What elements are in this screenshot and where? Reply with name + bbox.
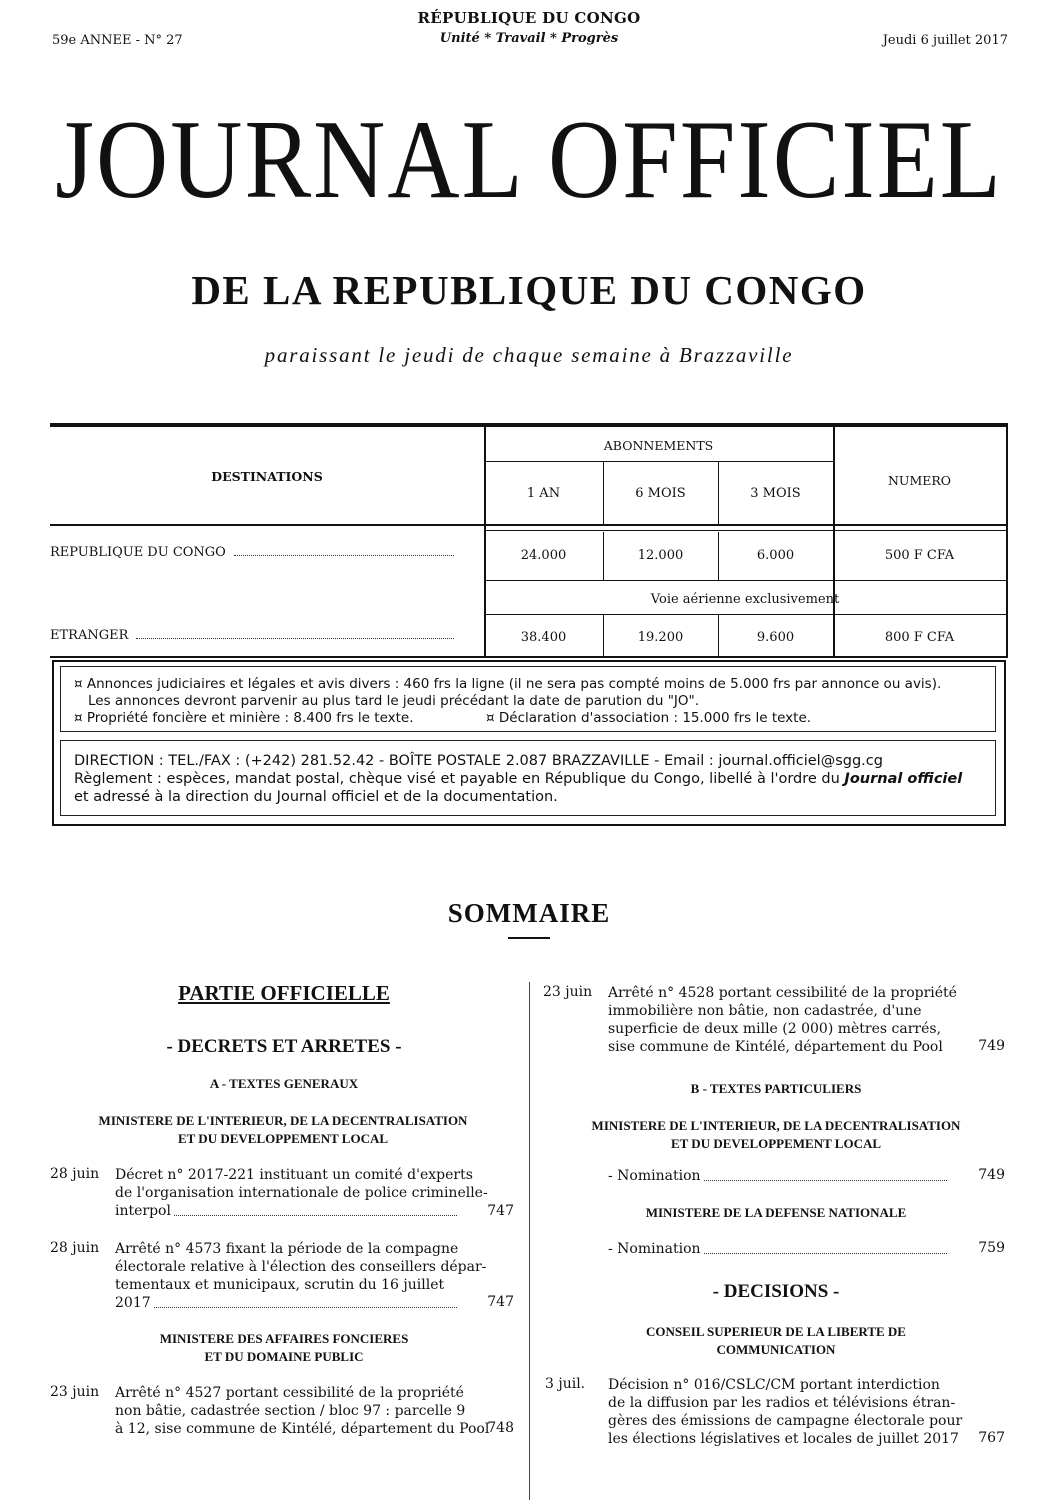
entry-date: 28 juin [50, 1166, 100, 1182]
page-number: 759 [978, 1240, 1005, 1256]
price-numero: 500 F CFA [884, 548, 955, 563]
ministry-line: ET DU DEVELOPPEMENT LOCAL [177, 1131, 389, 1146]
entry-date: 3 juil. [545, 1376, 586, 1392]
subscriptions-header: ABONNEMENTS [603, 438, 714, 453]
entry-line: Arrêté n° 4573 fixant la période de la compagne [115, 1241, 459, 1257]
journal-subtitle: DE LA REPUBLIQUE DU CONGO [191, 267, 867, 313]
ministry-line: MINISTERE DES AFFAIRES FONCIERES [159, 1331, 409, 1346]
entry-date: 23 juin [543, 984, 593, 1000]
price-1-an: 38.400 [520, 630, 567, 645]
price-1-an: 24.000 [520, 548, 567, 563]
table-row [50, 545, 454, 560]
entry-line [608, 1240, 950, 1258]
table-row [50, 628, 454, 643]
entry-line-text: - Nomination [608, 1168, 701, 1184]
entry-line: Décision n° 016/CSLC/CM portant interdiction [608, 1377, 940, 1393]
land-rate: ¤ Propriété foncière et minière : 8.400 frs le texte. [74, 710, 414, 726]
ministry-line: ET DU DEVELOPPEMENT LOCAL [670, 1136, 882, 1151]
destinations-header: DESTINATIONS [211, 469, 323, 484]
partie-officielle-heading: PARTIE OFFICIELLE [178, 981, 390, 1005]
sommaire-title: SOMMAIRE [447, 898, 611, 928]
leader-dots [154, 1294, 457, 1308]
announcement-deadline: Les annonces devront parvenir au plus tard le jeudi précédant la date de parution du "JO". [88, 693, 700, 709]
price-6-mois: 19.200 [637, 630, 684, 645]
association-rate: ¤ Déclaration d'association : 15.000 frs le texte. [486, 710, 812, 726]
entry-line: les élections législatives et locales de juillet 2017 [608, 1431, 959, 1447]
page-number: 767 [978, 1430, 1005, 1446]
table-rule [50, 524, 1008, 526]
entry-text [608, 1240, 950, 1258]
conseil-line: COMMUNICATION [716, 1342, 836, 1357]
entry-line: à 12, sise commune de Kintélé, département du Pool [115, 1421, 490, 1437]
direction-contact: DIRECTION : TEL./FAX : (+242) 281.52.42 - BOÎTE POSTALE 2.087 BRAZZAVILLE - Email : journal.officiel@sgg.cg [74, 753, 883, 769]
conseil-heading [545, 1323, 1007, 1359]
entry-date: 23 juin [50, 1384, 100, 1400]
entry-line: sise commune de Kintélé, département du Pool [608, 1039, 943, 1055]
price-3-mois: 6.000 [756, 548, 795, 563]
price-3-mois: 9.600 [756, 630, 795, 645]
page-number: 747 [487, 1294, 514, 1310]
entry-date: 28 juin [50, 1240, 100, 1256]
issue-number: 59e ANNEE - N° 27 [52, 33, 183, 48]
page-number: 748 [487, 1420, 514, 1436]
page-number: 747 [487, 1203, 514, 1219]
journal-tagline: paraissant le jeudi de chaque semaine à Brazzaville [264, 343, 794, 367]
entry-text [608, 984, 957, 1056]
entry-line: de la diffusion par les radios et télévisions étran- [608, 1395, 956, 1411]
table-rule [484, 580, 1008, 581]
destination-label: REPUBLIQUE DU CONGO [50, 545, 226, 560]
issue-date: Jeudi 6 juillet 2017 [882, 33, 1008, 48]
entry-text [115, 1384, 490, 1438]
entry-line [115, 1294, 460, 1312]
table-divider [1006, 427, 1008, 657]
table-rule [484, 461, 834, 462]
table-rule [484, 530, 1008, 531]
journal-officiel-ref: Journal officiel [844, 771, 963, 787]
ministry-heading [534, 1117, 1018, 1153]
entry-text [115, 1166, 488, 1220]
textes-particuliers-heading: B - TEXTES PARTICULIERS [690, 1081, 862, 1096]
entry-line: gères des émissions de campagne électorale pour [608, 1413, 963, 1429]
entry-line: de l'organisation internationale de police criminelle- [115, 1185, 488, 1201]
payment-address: et adressé à la direction du Journal officiel et de la documentation. [74, 789, 558, 805]
entry-text [608, 1376, 968, 1448]
leader-dots [704, 1240, 947, 1254]
ministry-line: MINISTERE DE L'INTERIEUR, DE LA DECENTRALISATION [591, 1118, 961, 1133]
payment-terms [74, 770, 962, 788]
ministry-line: MINISTERE DE L'INTERIEUR, DE LA DECENTRALISATION [98, 1113, 468, 1128]
table-rule [484, 614, 1008, 615]
national-motto: Unité * Travail * Progrès [439, 31, 619, 46]
entry-line: électorale relative à l'élection des conseillers dépar- [115, 1259, 487, 1275]
leader-dots [136, 628, 454, 639]
destination-label: ETRANGER [50, 628, 129, 643]
payment-terms-text: Règlement : espèces, mandat postal, chèque visé et payable en République du Congo, libellé à l'ordre du [74, 771, 840, 787]
textes-generaux-heading: A - TEXTES GENERAUX [209, 1076, 359, 1091]
air-mail-note: Voie aérienne exclusivement [650, 592, 840, 607]
price-6-mois: 12.000 [637, 548, 684, 563]
page-number: 749 [978, 1038, 1005, 1054]
conseil-line: CONSEIL SUPERIEUR DE LA LIBERTE DE [646, 1324, 906, 1339]
leader-dots [704, 1167, 947, 1181]
entry-text [115, 1240, 487, 1312]
entry-line: superficie de deux mille (2 000) mètres carrés, [608, 1021, 942, 1037]
table-rule [50, 656, 1008, 658]
republic-heading: RÉPUBLIQUE DU CONGO [417, 9, 641, 27]
ministry-heading [52, 1330, 516, 1366]
ministry-line: ET DU DOMAINE PUBLIC [204, 1349, 364, 1364]
column-divider [529, 982, 530, 1500]
entry-line: Arrêté n° 4528 portant cessibilité de la propriété [608, 985, 957, 1001]
entry-line: Arrêté n° 4527 portant cessibilité de la propriété [115, 1385, 464, 1401]
entry-line [608, 1167, 950, 1185]
entry-text [608, 1167, 950, 1185]
decisions-heading: - DECISIONS - [712, 1281, 840, 1302]
entry-line: tementaux et municipaux, scrutin du 16 juillet [115, 1277, 445, 1293]
entry-line-text: interpol [115, 1203, 171, 1219]
col-1-an: 1 AN [526, 486, 561, 501]
entry-line: immobilière non bâtie, non cadastrée, d'une [608, 1003, 922, 1019]
col-6-mois: 6 MOIS [635, 486, 686, 501]
table-top-rule [50, 423, 1008, 427]
col-3-mois: 3 MOIS [750, 486, 801, 501]
entry-line-text: - Nomination [608, 1241, 701, 1257]
ministry-heading [40, 1112, 526, 1148]
sommaire-underline [508, 937, 550, 939]
journal-title: JOURNAL OFFICIEL [55, 97, 1003, 222]
entry-line: Décret n° 2017-221 instituant un comité d'experts [115, 1167, 473, 1183]
page-number: 749 [978, 1167, 1005, 1183]
numero-header: NUMERO [887, 473, 952, 488]
entry-line: non bâtie, cadastrée section / bloc 97 : parcelle 9 [115, 1403, 466, 1419]
entry-line [115, 1202, 460, 1220]
leader-dots [174, 1202, 457, 1216]
ministry-heading: MINISTERE DE LA DEFENSE NATIONALE [645, 1205, 907, 1220]
decrets-heading: - DECRETS ET ARRETES - [166, 1036, 402, 1057]
entry-line-text: 2017 [115, 1295, 151, 1311]
price-numero: 800 F CFA [884, 630, 955, 645]
announcement-rate: ¤ Annonces judiciaires et légales et avis divers : 460 frs la ligne (il ne sera pas compté moins de 5.000 frs par annonce ou avis). [74, 676, 942, 692]
leader-dots [234, 545, 454, 556]
